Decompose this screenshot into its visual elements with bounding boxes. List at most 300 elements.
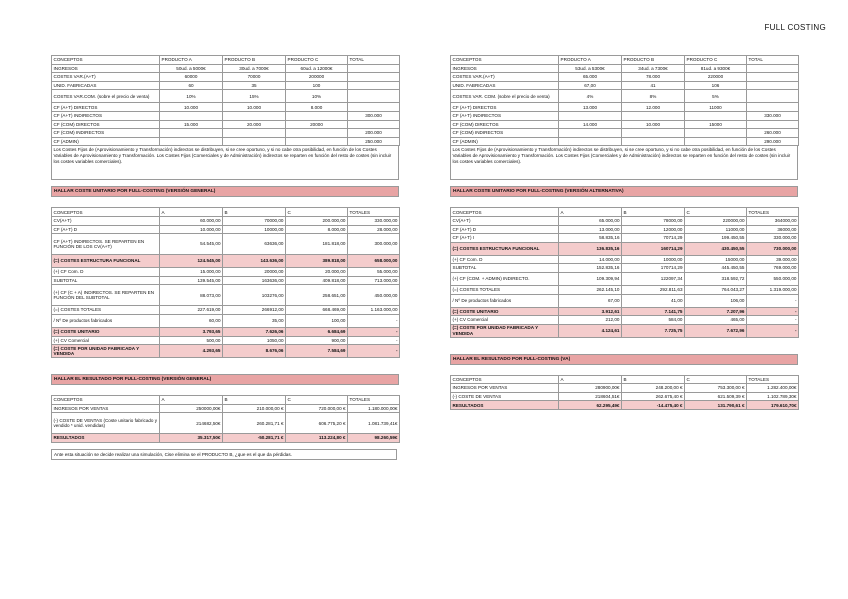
cell-value: 250.000 [348, 137, 400, 146]
column-header: PRODUCTO A [160, 56, 223, 65]
row-label: (+) CV Comercial [451, 316, 559, 325]
cell-value: 124.545,00 [160, 255, 223, 268]
table-row [52, 345, 400, 358]
column-header: PRODUCTO B [622, 56, 685, 65]
cell-value [348, 64, 400, 73]
cell-value: 8.000 [286, 103, 348, 112]
row-label: RESULTADOS [451, 401, 559, 410]
cell-value: 292.811,63 [622, 285, 685, 294]
cell-value: 212,00 [559, 316, 622, 325]
table-row [52, 306, 400, 315]
table-row [451, 111, 799, 120]
cell-value: 1.081.739,41€ [348, 413, 400, 434]
row-label: CF (A+T) DIRECTOS [451, 103, 559, 112]
cell-value: 170714,29 [622, 264, 685, 273]
row-label: RESULTADOS [52, 434, 160, 443]
column-header: CONCEPTOS [451, 375, 559, 384]
cell-value: 113.224,80 € [286, 434, 348, 443]
row-label: (+) CV Comercial [52, 336, 160, 345]
row-label: SUBTOTAL [52, 276, 160, 285]
unit-table [51, 207, 400, 358]
cell-value: - [348, 345, 400, 358]
description-note: Los Costes Fijos de (Aprovisionamiento y Transformación) indirectos se distribuyen, si se cree oportuno, y si no cabe otra posibilidad, en función de los Costes Variables de Aprovisionamiento y Transformación. Los Costes Fijos (Comerciales y de Administración) indirectos se reparten en función del resto de costes (sin incluir los costes variables comerciales). [450, 146, 798, 180]
cell-value [286, 111, 348, 120]
cell-value: 7.626,06 [223, 327, 286, 336]
cell-value: 60.000,00 [160, 216, 223, 225]
cell-value: 100 [286, 81, 348, 90]
cell-value [747, 103, 799, 112]
row-label: (=) COSTE UNITARIO [52, 327, 160, 336]
cell-value: - [747, 307, 799, 316]
table-row [451, 272, 799, 285]
cell-value: 13.000 [559, 103, 622, 112]
column-header: CONCEPTOS [52, 56, 160, 65]
cell-value: 36000,00 [747, 225, 799, 234]
cell-value: 15000,00 [685, 255, 747, 264]
cell-value: 78.000 [622, 73, 685, 82]
cell-value: 35.317,50€ [160, 434, 223, 443]
row-label: (=) COSTE UNITARIO [451, 307, 559, 316]
cell-value: 300.000,00 [348, 234, 400, 255]
cell-value [223, 111, 286, 120]
row-label: CF (ADMIN) [52, 137, 160, 146]
cell-value: 218604,51€ [559, 392, 622, 401]
cell-value: 78000,00 [622, 216, 685, 225]
row-label: CF (COM) INDIRECTOS [451, 129, 559, 138]
table-row [52, 327, 400, 336]
column-header: CONCEPTOS [451, 208, 559, 217]
cell-value: 106,00 [685, 294, 747, 307]
cell-value [559, 111, 622, 120]
row-label: COSTES VAR.(A+T) [52, 73, 160, 82]
cell-value: 200000 [286, 73, 348, 82]
row-label: CF (A+T) INDIRECTOS [451, 111, 559, 120]
cell-value: 88.073,00 [160, 285, 223, 306]
cell-value: 389.818,00 [286, 255, 348, 268]
cell-value: 10% [160, 90, 223, 103]
cell-value: 262.145,10 [559, 285, 622, 294]
cell-value: 53ud. a 5300€ [559, 64, 622, 73]
row-label: (=) COSTE POR UNIDAD FABRICADA Y VENDIDA [451, 324, 559, 337]
cell-value: 7.141,75 [622, 307, 685, 316]
data-table [450, 55, 799, 146]
column-header: TOTAL [348, 56, 400, 65]
table-row [451, 285, 799, 294]
column-header: CONCEPTOS [52, 396, 160, 405]
row-label: (+) CF (C + A) INDIRECTOS. SE REPARTEN EN FUNCIÓN DEL SUBTOTAL [52, 285, 160, 306]
description-note: Los Costes Fijos de (Aprovisionamiento y Transformación) indirectos se distribuyen, si se cree oportuno, y si no cabe otra posibilidad, en función de los Costes Variables de Aprovisionamiento y Transformación. Los Costes Fijos (Comerciales y de Administración) indirectos se reparten en función del resto de costes (sin incluir los costes variables comerciales). [51, 146, 399, 180]
table-header-row [52, 56, 400, 65]
cell-value: 280900,00€ [559, 384, 622, 393]
cell-value: 12.000 [622, 103, 685, 112]
row-label: UNID. FABRICADAS [52, 81, 160, 90]
cell-value: 70714,29 [622, 234, 685, 243]
cell-value: 67,00 [559, 294, 622, 307]
table-row [52, 336, 400, 345]
row-label: / Nº De productos fabricados [52, 314, 160, 327]
cell-value: 11000 [685, 103, 747, 112]
cell-value: 60,00 [160, 314, 223, 327]
section-header: HALLAR EL RESULTADO POR FULL-COSTING (VERSIÓN GENERAL) [51, 374, 399, 385]
column-header: B [223, 396, 286, 405]
cell-value: 50ud. a 5000€ [160, 64, 223, 73]
cell-value: 35,00 [223, 314, 286, 327]
cell-value [223, 129, 286, 138]
result-table [450, 375, 799, 410]
cell-value: 3.912,61 [559, 307, 622, 316]
table-row [52, 103, 400, 112]
cell-value: 220000,00 [685, 216, 747, 225]
row-label: CF (A+T) DIRECTOS [52, 103, 160, 112]
table-row [52, 73, 400, 82]
cell-value [348, 120, 400, 129]
spacer [450, 365, 798, 375]
cell-value: 28.000,00 [348, 225, 400, 234]
section-header: HALLAR EL RESULTADO POR FULL-COSTING (VA) [450, 354, 798, 365]
table-row [52, 64, 400, 73]
row-label: COSTES VAR. COM. (sobre el precio de venta) [451, 90, 559, 103]
cell-value: 300.000 [348, 111, 400, 120]
unit-table [450, 207, 799, 337]
column-header: TOTALES [747, 208, 799, 217]
table-row [52, 434, 400, 443]
cell-value: 430.450,55 [685, 242, 747, 255]
column-header: A [160, 396, 223, 405]
table-row [52, 120, 400, 129]
cell-value: 20.000,00 [286, 268, 348, 277]
cell-value: 14.000 [559, 120, 622, 129]
column-header: C [286, 208, 348, 217]
cell-value: 584,00 [622, 316, 685, 325]
table-row [52, 225, 400, 234]
row-label: (+) CF Com. D [451, 255, 559, 264]
cell-value: 7.584,69 [286, 345, 348, 358]
cell-value: 465,00 [685, 316, 747, 325]
row-label: (-) COSTE DE VENTAS (Coste unitario fabricado y vendido * unid. vendidas) [52, 413, 160, 434]
table-row [52, 81, 400, 90]
cell-value: 330.000,00 [747, 234, 799, 243]
cell-value: 20000 [286, 120, 348, 129]
cell-value: 58.835,16 [559, 234, 622, 243]
table-row [52, 255, 400, 268]
cell-value: 10.000,00 [160, 225, 223, 234]
column-header: B [223, 208, 286, 217]
cell-value: 20.000 [223, 120, 286, 129]
row-label: CF (A+T) INDIRECTOS [52, 111, 160, 120]
cell-value [559, 129, 622, 138]
cell-value [160, 137, 223, 146]
table-row [451, 324, 799, 337]
row-label: INGRESOS [52, 64, 160, 73]
row-label: CF (A+T) INDIRECTOS. SE REPARTEN EN FUNCIÓN DE LOS CV(A+T) [52, 234, 160, 255]
cell-value: 103276,00 [223, 285, 286, 306]
row-label: CF (COM) INDIRECTOS [52, 129, 160, 138]
table-row [52, 413, 400, 434]
column-header: TOTAL [747, 56, 799, 65]
table-row [451, 120, 799, 129]
simulation-note: Ante esta situación se decide realizar una simulación, Cise elimina se el PRODUCTO B, ¿que es el que da pérdidas. [51, 449, 397, 460]
cell-value: 14.000,00 [559, 255, 622, 264]
spacer [450, 197, 798, 207]
cell-value [348, 73, 400, 82]
cell-value: 8.000,00 [286, 225, 348, 234]
column-header: C [685, 208, 747, 217]
cell-value: 3.793,65 [160, 327, 223, 336]
table-row [52, 404, 400, 413]
table-row [52, 234, 400, 255]
cell-value: 62.295,49€ [559, 401, 622, 410]
cell-value: - [747, 324, 799, 337]
column-header: TOTALES [348, 208, 400, 217]
cell-value: 160714,29 [622, 242, 685, 255]
table-row [52, 268, 400, 277]
cell-value: 60000 [160, 73, 223, 82]
column-header: A [559, 375, 622, 384]
column-header: C [685, 375, 747, 384]
cell-value: 152.835,16 [559, 264, 622, 273]
cell-value: 220000 [685, 73, 747, 82]
section-header: HALLAR COSTE UNITARIO POR FULL-COSTING (VERSIÓN GENERAL) [51, 186, 399, 197]
cell-value: 214682,50€ [160, 413, 223, 434]
cell-value: 730.000,00 [747, 242, 799, 255]
cell-value [286, 129, 348, 138]
cell-value: 10% [286, 90, 348, 103]
cell-value: 1.319.000,00 [747, 285, 799, 294]
row-label: CF (COM) DIRECTOS [52, 120, 160, 129]
row-label: CF (A+T) D [52, 225, 160, 234]
table-row [451, 129, 799, 138]
cell-value: 63636,00 [223, 234, 286, 255]
cell-value: 720.000,00 € [286, 404, 348, 413]
column-header: TOTALES [348, 396, 400, 405]
column-header: CONCEPTOS [451, 56, 559, 65]
cell-value: 81ud. a 9300€ [685, 64, 747, 73]
cell-value: 266912,00 [223, 306, 286, 315]
row-label: CV(A+T) [451, 216, 559, 225]
cell-value: 10.000 [622, 120, 685, 129]
cell-value: 10.000 [223, 103, 286, 112]
cell-value: 621.509,39 € [685, 392, 747, 401]
table-header-row [52, 396, 400, 405]
row-label: SUBTOTAL [451, 264, 559, 273]
row-label: INGRESOS [451, 64, 559, 73]
page-title: FULL COSTING [764, 23, 826, 32]
cell-value: 10.000 [160, 103, 223, 112]
cell-value: 7.725,75 [622, 324, 685, 337]
cell-value: 15.000,00 [160, 268, 223, 277]
cell-value: - [348, 327, 400, 336]
cell-value: - [348, 336, 400, 345]
table-row [52, 276, 400, 285]
table-row [451, 242, 799, 255]
cell-value: 70000,00 [223, 216, 286, 225]
cell-value: 262.675,40 € [622, 392, 685, 401]
cell-value [685, 129, 747, 138]
right-panel [450, 55, 798, 410]
cell-value: 136.835,16 [559, 242, 622, 255]
cell-value: 6.684,69 [286, 327, 348, 336]
cell-value [685, 111, 747, 120]
cell-value: 450.000,00 [348, 285, 400, 306]
cell-value [160, 129, 223, 138]
cell-value: 70000 [223, 73, 286, 82]
cell-value: 1.180.000,00€ [348, 404, 400, 413]
cell-value: 41,00 [622, 294, 685, 307]
cell-value: 260.000 [747, 129, 799, 138]
row-label: (=) COSTES ESTRUCTURA FUNCIONAL [52, 255, 160, 268]
cell-value: 1.163.000,00 [348, 306, 400, 315]
cell-value: 10000,00 [223, 225, 286, 234]
cell-value: - [747, 316, 799, 325]
cell-value [559, 137, 622, 146]
cell-value: 1.282.400,00€ [747, 384, 799, 393]
table-row [451, 307, 799, 316]
column-header: A [559, 208, 622, 217]
result-table [51, 395, 400, 443]
table-row [451, 81, 799, 90]
cell-value: 67,00 [559, 81, 622, 90]
cell-value: 713.000,00 [348, 276, 400, 285]
row-label: INGRESOS POR VENTAS [52, 404, 160, 413]
row-label: / Nº De productos fabricados [451, 294, 559, 307]
cell-value: 13.000,00 [559, 225, 622, 234]
cell-value: 8% [622, 90, 685, 103]
column-header: PRODUCTO C [286, 56, 348, 65]
section-header: HALLAR COSTE UNITARIO POR FULL-COSTING (VERSIÓN ALTERNATIVA) [450, 186, 798, 197]
column-header: B [622, 375, 685, 384]
cell-value: 668.469,00 [286, 306, 348, 315]
cell-value [286, 137, 348, 146]
row-label: CF (ADMIN) [451, 137, 559, 146]
spacer [51, 358, 399, 368]
table-row [451, 64, 799, 73]
cell-value [747, 73, 799, 82]
table-row [451, 234, 799, 243]
cell-value: 15000 [685, 120, 747, 129]
table-row [451, 384, 799, 393]
table-row [451, 216, 799, 225]
table-row [52, 129, 400, 138]
row-label: INGRESOS POR VENTAS [451, 384, 559, 393]
table-row [451, 90, 799, 103]
table-row [451, 316, 799, 325]
cell-value: 34ud. a 7300€ [622, 64, 685, 73]
table-row [451, 392, 799, 401]
cell-value: 330.000,00 [348, 216, 400, 225]
cell-value: -14.475,40 € [622, 401, 685, 410]
table-header-row [451, 56, 799, 65]
column-header: A [160, 208, 223, 217]
cell-value: 122097,34 [622, 272, 685, 285]
table-row [451, 137, 799, 146]
row-label: (=) COSTES ESTRUCTURA FUNCIONAL [451, 242, 559, 255]
cell-value [622, 111, 685, 120]
table-row [52, 216, 400, 225]
cell-value: 250000,00€ [160, 404, 223, 413]
cell-value: 106 [685, 81, 747, 90]
cell-value [747, 120, 799, 129]
cell-value: 35 [223, 81, 286, 90]
cell-value: 4.293,65 [160, 345, 223, 358]
spacer [51, 197, 399, 207]
cell-value: 500,00 [160, 336, 223, 345]
row-label: (-) COSTE DE VENTAS [451, 392, 559, 401]
cell-value: 143.636,00 [223, 255, 286, 268]
row-label: (+) CF Com. D [52, 268, 160, 277]
row-label: CF (COM) DIRECTOS [451, 120, 559, 129]
table-row [451, 103, 799, 112]
cell-value: 445.450,55 [685, 264, 747, 273]
data-table [51, 55, 400, 146]
column-header: C [286, 396, 348, 405]
table-header-row [451, 375, 799, 384]
cell-value [622, 137, 685, 146]
table-row [451, 225, 799, 234]
cell-value: 7.207,96 [685, 307, 747, 316]
table-header-row [52, 208, 400, 217]
cell-value: 764.043,27 [685, 285, 747, 294]
cell-value: 227.619,00 [160, 306, 223, 315]
cell-value: 131.790,61 € [685, 401, 747, 410]
cell-value: 55.000,00 [348, 268, 400, 277]
row-label: CV(A+T) [52, 216, 160, 225]
column-header: PRODUCTO A [559, 56, 622, 65]
table-row [451, 255, 799, 264]
cell-value: 550.000,00 [747, 272, 799, 285]
spacer [51, 385, 399, 395]
cell-value: 60ud. a 12000€ [286, 64, 348, 73]
table-row [52, 111, 400, 120]
cell-value: - [348, 314, 400, 327]
cell-value: 139.545,00 [160, 276, 223, 285]
cell-value [160, 111, 223, 120]
cell-value [223, 137, 286, 146]
column-header: PRODUCTO B [223, 56, 286, 65]
cell-value [685, 137, 747, 146]
cell-value [622, 129, 685, 138]
cell-value: 109.309,94 [559, 272, 622, 285]
cell-value: 20000,00 [223, 268, 286, 277]
cell-value: 248.200,00 € [622, 384, 685, 393]
cell-value: 65.000,00 [559, 216, 622, 225]
cell-value [348, 81, 400, 90]
cell-value: 30ud. a 7000€ [223, 64, 286, 73]
cell-value: 12000,00 [622, 225, 685, 234]
column-header: TOTALES [747, 375, 799, 384]
column-header: PRODUCTO C [685, 56, 747, 65]
cell-value: 181.818,00 [286, 234, 348, 255]
spacer [450, 338, 798, 348]
cell-value: 11000,00 [685, 225, 747, 234]
column-header: CONCEPTOS [52, 208, 160, 217]
cell-value: 163636,00 [223, 276, 286, 285]
cell-value [348, 103, 400, 112]
cell-value: 210.000,00 € [223, 404, 286, 413]
cell-value: 258.651,00 [286, 285, 348, 306]
cell-value: 769.000,00 [747, 264, 799, 273]
cell-value: - [747, 294, 799, 307]
cell-value: 606.775,20 € [286, 413, 348, 434]
cell-value: 98.260,59€ [348, 434, 400, 443]
cell-value: 5% [685, 90, 747, 103]
cell-value: 900,00 [286, 336, 348, 345]
cell-value: 100,00 [286, 314, 348, 327]
cell-value: 1.102.789,30€ [747, 392, 799, 401]
table-row [52, 285, 400, 306]
cell-value: 753.300,00 € [685, 384, 747, 393]
table-row [451, 264, 799, 273]
table-row [52, 137, 400, 146]
